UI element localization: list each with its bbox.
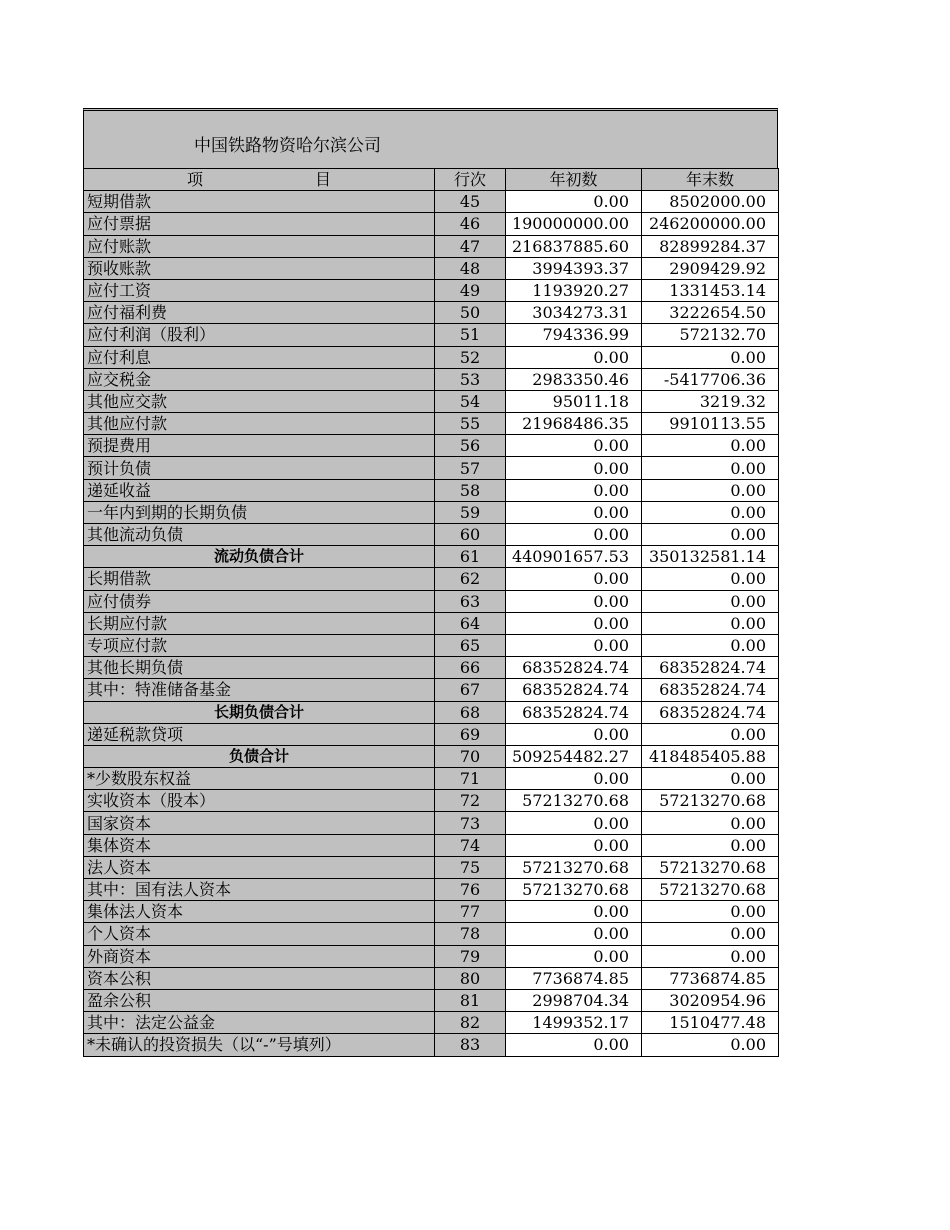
line-number-cell[interactable]: 82 [435,1012,506,1034]
begin-value-cell[interactable]: 0.00 [506,768,642,790]
end-value-cell[interactable]: 9910113.55 [642,413,779,435]
line-number-cell[interactable]: 78 [435,923,506,945]
item-cell[interactable]: 其他长期负债 [84,657,435,679]
line-number-cell[interactable]: 45 [435,191,506,213]
table-row [84,191,779,213]
line-number-cell[interactable]: 77 [435,901,506,923]
line-number-cell[interactable]: 55 [435,413,506,435]
item-cell[interactable]: 长期应付款 [84,612,435,634]
table-row [84,479,779,501]
begin-value-cell[interactable]: 0.00 [506,834,642,856]
table-row [84,901,779,923]
line-number-cell[interactable]: 64 [435,612,506,634]
begin-value-cell[interactable]: 3034273.31 [506,302,642,324]
item-cell[interactable]: 预收账款 [84,257,435,279]
item-cell[interactable]: 其他流动负债 [84,524,435,546]
table-row [84,302,779,324]
table-row [84,989,779,1011]
end-value-cell[interactable]: 7736874.85 [642,967,779,989]
item-cell[interactable]: 应付福利费 [84,302,435,324]
table-row [84,524,779,546]
table-row [84,612,779,634]
end-value-cell[interactable]: 572132.70 [642,324,779,346]
table-row [84,768,779,790]
table-row [84,590,779,612]
table-row [84,501,779,523]
title-cell[interactable] [83,108,778,168]
item-cell[interactable]: 集体法人资本 [84,901,435,923]
line-number-cell[interactable]: 76 [435,879,506,901]
item-cell[interactable]: 长期负债合计 [84,701,435,723]
header-row [84,169,779,191]
line-number-cell[interactable]: 50 [435,302,506,324]
item-cell[interactable]: 应付利润（股利） [84,324,435,346]
header-line-cell[interactable]: 行次 [435,169,506,191]
line-number-cell[interactable]: 79 [435,945,506,967]
item-cell[interactable]: *少数股东权益 [84,768,435,790]
begin-value-cell[interactable]: 0.00 [506,634,642,656]
line-number-cell[interactable]: 73 [435,812,506,834]
item-cell[interactable]: 预计负债 [84,457,435,479]
table-row [84,634,779,656]
begin-value-cell[interactable]: 95011.18 [506,390,642,412]
begin-value-cell[interactable]: 0.00 [506,501,642,523]
header-begin-cell[interactable]: 年初数 [506,169,642,191]
line-number-cell[interactable]: 47 [435,235,506,257]
table-row [84,213,779,235]
item-cell[interactable]: 其中：特准储备基金 [84,679,435,701]
item-cell[interactable]: 外商资本 [84,945,435,967]
table-row [84,812,779,834]
begin-value-cell[interactable]: 509254482.27 [506,745,642,767]
item-cell[interactable]: 个人资本 [84,923,435,945]
table-row [84,790,779,812]
end-value-cell[interactable]: 0.00 [642,501,779,523]
end-value-cell[interactable]: 0.00 [642,834,779,856]
item-cell[interactable]: 应付工资 [84,279,435,301]
begin-value-cell[interactable]: 794336.99 [506,324,642,346]
line-number-cell[interactable]: 58 [435,479,506,501]
begin-value-cell[interactable]: 57213270.68 [506,790,642,812]
begin-value-cell[interactable]: 68352824.74 [506,679,642,701]
table-row [84,701,779,723]
end-value-cell[interactable]: 1510477.48 [642,1012,779,1034]
end-value-cell[interactable]: 68352824.74 [642,701,779,723]
table-row [84,457,779,479]
end-value-cell[interactable]: 0.00 [642,479,779,501]
item-cell[interactable]: 负债合计 [84,745,435,767]
end-value-cell[interactable]: 0.00 [642,634,779,656]
line-number-cell[interactable]: 63 [435,590,506,612]
line-number-cell[interactable]: 83 [435,1034,506,1056]
line-number-cell[interactable]: 49 [435,279,506,301]
end-value-cell[interactable]: 350132581.14 [642,546,779,568]
table-row [84,390,779,412]
end-value-cell[interactable]: 57213270.68 [642,879,779,901]
table-row [84,235,779,257]
header-item-right: 目 [314,170,331,190]
item-cell[interactable]: 其他应交款 [84,390,435,412]
end-value-cell[interactable]: 0.00 [642,590,779,612]
line-number-cell[interactable]: 71 [435,768,506,790]
line-number-cell[interactable]: 59 [435,501,506,523]
begin-value-cell[interactable]: 0.00 [506,590,642,612]
line-number-cell[interactable]: 72 [435,790,506,812]
line-number-cell[interactable]: 53 [435,368,506,390]
end-value-cell[interactable]: 68352824.74 [642,657,779,679]
line-number-cell[interactable]: 46 [435,213,506,235]
company-title: 中国铁路物资哈尔滨公司 [194,136,381,156]
begin-value-cell[interactable]: 0.00 [506,923,642,945]
item-cell[interactable]: 法人资本 [84,856,435,878]
begin-value-cell[interactable]: 0.00 [506,723,642,745]
line-number-cell[interactable]: 65 [435,634,506,656]
header-item-left: 项 [187,170,204,190]
item-cell[interactable]: 预提费用 [84,435,435,457]
line-number-cell[interactable]: 48 [435,257,506,279]
table-row [84,945,779,967]
begin-value-cell[interactable]: 0.00 [506,945,642,967]
begin-value-cell[interactable]: 1193920.27 [506,279,642,301]
begin-value-cell[interactable]: 1499352.17 [506,1012,642,1034]
table-row [84,679,779,701]
end-value-cell[interactable]: 3222654.50 [642,302,779,324]
line-number-cell[interactable]: 57 [435,457,506,479]
table-row [84,834,779,856]
end-value-cell[interactable]: 0.00 [642,923,779,945]
item-cell[interactable]: *未确认的投资损失（以“-”号填列） [84,1034,435,1056]
end-value-cell[interactable]: 418485405.88 [642,745,779,767]
end-value-cell[interactable]: 57213270.68 [642,856,779,878]
item-cell[interactable]: 应付债券 [84,590,435,612]
item-cell[interactable]: 其中：法定公益金 [84,1012,435,1034]
line-number-cell[interactable]: 75 [435,856,506,878]
item-cell[interactable]: 应付利息 [84,346,435,368]
begin-value-cell[interactable]: 0.00 [506,812,642,834]
begin-value-cell[interactable]: 0.00 [506,1034,642,1056]
item-cell[interactable]: 应交税金 [84,368,435,390]
item-cell[interactable]: 集体资本 [84,834,435,856]
table-row [84,723,779,745]
table-row [84,257,779,279]
table-row [84,346,779,368]
line-number-cell[interactable]: 62 [435,568,506,590]
end-value-cell[interactable]: 0.00 [642,435,779,457]
item-cell[interactable]: 一年内到期的长期负债 [84,501,435,523]
end-value-cell[interactable]: 0.00 [642,457,779,479]
item-cell[interactable]: 其他应付款 [84,413,435,435]
end-value-cell[interactable]: 246200000.00 [642,213,779,235]
begin-value-cell[interactable]: 57213270.68 [506,856,642,878]
table-row [84,279,779,301]
end-value-cell[interactable]: 0.00 [642,945,779,967]
begin-value-cell[interactable]: 0.00 [506,435,642,457]
item-cell[interactable]: 专项应付款 [84,634,435,656]
line-number-cell[interactable]: 60 [435,524,506,546]
line-number-cell[interactable]: 56 [435,435,506,457]
line-number-cell[interactable]: 80 [435,967,506,989]
table-row [84,546,779,568]
begin-value-cell[interactable]: 2998704.34 [506,989,642,1011]
line-number-cell[interactable]: 66 [435,657,506,679]
line-number-cell[interactable]: 81 [435,989,506,1011]
end-value-cell[interactable]: 0.00 [642,768,779,790]
begin-value-cell[interactable]: 0.00 [506,346,642,368]
item-cell[interactable]: 递延税款贷项 [84,723,435,745]
line-number-cell[interactable]: 61 [435,546,506,568]
header-item-cell[interactable] [84,169,435,191]
begin-value-cell[interactable]: 0.00 [506,568,642,590]
liabilities-table [83,168,779,1057]
begin-value-cell[interactable]: 68352824.74 [506,701,642,723]
begin-value-cell[interactable]: 21968486.35 [506,413,642,435]
end-value-cell[interactable]: 0.00 [642,568,779,590]
item-cell[interactable]: 流动负债合计 [84,546,435,568]
table-row [84,1034,779,1056]
begin-value-cell[interactable]: 68352824.74 [506,657,642,679]
end-value-cell[interactable]: 0.00 [642,612,779,634]
begin-value-cell[interactable]: 0.00 [506,612,642,634]
line-number-cell[interactable]: 70 [435,745,506,767]
end-value-cell[interactable]: -5417706.36 [642,368,779,390]
begin-value-cell[interactable]: 57213270.68 [506,879,642,901]
table-row [84,568,779,590]
end-value-cell[interactable]: 0.00 [642,1034,779,1056]
line-number-cell[interactable]: 68 [435,701,506,723]
item-cell[interactable]: 资本公积 [84,967,435,989]
begin-value-cell[interactable]: 0.00 [506,457,642,479]
end-value-cell[interactable]: 0.00 [642,524,779,546]
balance-sheet [83,108,778,1057]
end-value-cell[interactable]: 0.00 [642,346,779,368]
begin-value-cell[interactable]: 3994393.37 [506,257,642,279]
end-value-cell[interactable]: 0.00 [642,723,779,745]
item-cell[interactable]: 短期借款 [84,191,435,213]
end-value-cell[interactable]: 57213270.68 [642,790,779,812]
item-cell[interactable]: 国家资本 [84,812,435,834]
item-cell[interactable]: 实收资本（股本） [84,790,435,812]
begin-value-cell[interactable]: 440901657.53 [506,546,642,568]
begin-value-cell[interactable]: 190000000.00 [506,213,642,235]
end-value-cell[interactable]: 1331453.14 [642,279,779,301]
line-number-cell[interactable]: 52 [435,346,506,368]
begin-value-cell[interactable]: 7736874.85 [506,967,642,989]
end-value-cell[interactable]: 2909429.92 [642,257,779,279]
item-cell[interactable]: 长期借款 [84,568,435,590]
end-value-cell[interactable]: 3020954.96 [642,989,779,1011]
line-number-cell[interactable]: 69 [435,723,506,745]
table-row [84,413,779,435]
table-row [84,967,779,989]
end-value-cell[interactable]: 68352824.74 [642,679,779,701]
table-row [84,368,779,390]
item-cell[interactable]: 应付账款 [84,235,435,257]
begin-value-cell[interactable]: 0.00 [506,524,642,546]
table-row [84,435,779,457]
end-value-cell[interactable]: 3219.32 [642,390,779,412]
item-cell[interactable]: 应付票据 [84,213,435,235]
begin-value-cell[interactable]: 0.00 [506,191,642,213]
end-value-cell[interactable]: 8502000.00 [642,191,779,213]
line-number-cell[interactable]: 51 [435,324,506,346]
table-row [84,856,779,878]
table-row [84,324,779,346]
table-row [84,657,779,679]
end-value-cell[interactable]: 82899284.37 [642,235,779,257]
line-number-cell[interactable]: 74 [435,834,506,856]
begin-value-cell[interactable]: 0.00 [506,901,642,923]
begin-value-cell[interactable]: 2983350.46 [506,368,642,390]
table-row [84,879,779,901]
header-end-cell[interactable]: 年末数 [642,169,779,191]
end-value-cell[interactable]: 0.00 [642,901,779,923]
begin-value-cell[interactable]: 216837885.60 [506,235,642,257]
table-row [84,745,779,767]
line-number-cell[interactable]: 54 [435,390,506,412]
table-row [84,923,779,945]
end-value-cell[interactable]: 0.00 [642,812,779,834]
item-cell[interactable]: 其中：国有法人资本 [84,879,435,901]
line-number-cell[interactable]: 67 [435,679,506,701]
begin-value-cell[interactable]: 0.00 [506,479,642,501]
item-cell[interactable]: 递延收益 [84,479,435,501]
item-cell[interactable]: 盈余公积 [84,989,435,1011]
table-row [84,1012,779,1034]
